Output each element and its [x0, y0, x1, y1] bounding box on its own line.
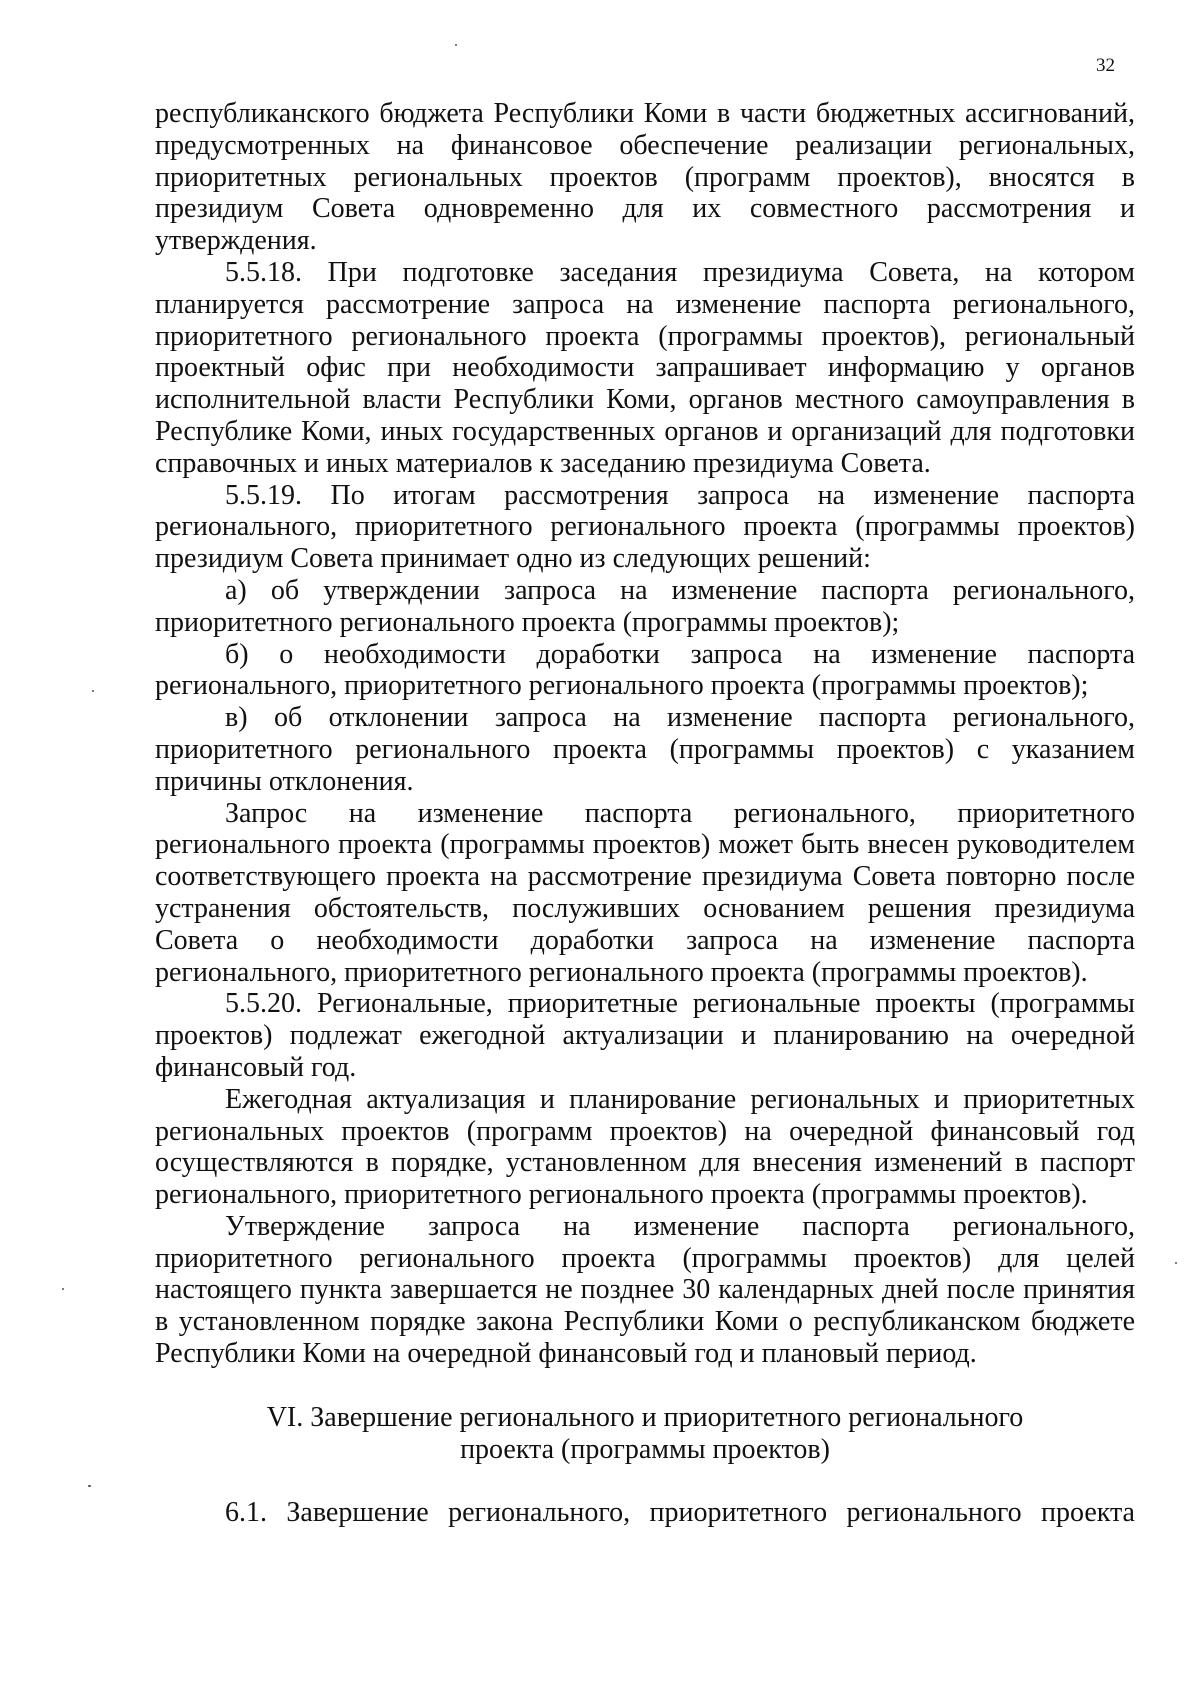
paragraph-resubmission: Запрос на изменение паспорта регионального, приоритетного регионального проекта (программы проектов) может быть внесен руководителем соответствующего проекта на рассмотрение президиума Совета повторно после устранения обстоятельств, послуживших основанием решения президиума Совета о необходимости доработки запроса на изменение паспорта регионального, приоритетного регионального проекта (программы проектов). — [155, 797, 1135, 988]
scan-speck — [1175, 1262, 1177, 1264]
list-item-a: а) об утверждении запроса на изменение паспорта регионального, приоритетного регионального проекта (программы проектов); — [155, 574, 1135, 638]
section-heading-line-2: проекта (программы проектов) — [460, 1433, 830, 1465]
section-heading — [155, 1402, 1135, 1466]
scan-speck — [62, 1288, 64, 1290]
list-item-b: б) о необходимости доработки запроса на изменение паспорта регионального, приоритетного регионального проекта (программы проектов); — [155, 638, 1135, 702]
paragraph-approval-deadline: Утверждение запроса на изменение паспорта регионального, приоритетного регионального проекта (программы проектов) для целей настоящего пункта завершается не позднее 30 календарных дней после принятия в установленном порядке закона Республики Коми о республиканском бюджете Республики Коми на очередной финансовый год и плановый период. — [155, 1210, 1135, 1370]
paragraph-annual-update: Ежегодная актуализация и планирование региональных и приоритетных региональных проектов (программ проектов) на очередной финансовый год осуществляются в порядке, установленном для внесения изменений в паспорт регионального, приоритетного регионального проекта (программы проектов). — [155, 1083, 1135, 1211]
paragraph-6-1: 6.1. Завершение регионального, приоритетного регионального проекта — [225, 1497, 1135, 1529]
paragraph-5-5-20: 5.5.20. Региональные, приоритетные региональные проекты (программы проектов) подлежат ежегодной актуализации и планированию на очередной финансовый год. — [155, 988, 1135, 1083]
scan-speck — [455, 44, 457, 46]
paragraph-5-5-18: 5.5.18. При подготовке заседания президиума Совета, на котором планируется рассмотрение запроса на изменение паспорта регионального, приоритетного регионального проекта (программы проектов), региональный проектный офис при необходимости запрашивает информацию у органов исполнительной власти Республики Коми, органов местного самоуправления в Республике Коми, иных государственных органов и организаций для подготовки справочных и иных материалов к заседанию президиума Совета. — [155, 256, 1135, 479]
document-body — [155, 98, 1135, 1529]
scan-speck — [92, 690, 94, 692]
section-heading-line-1: VI. Завершение регионального и приоритетного регионального — [266, 1401, 1024, 1433]
scan-speck — [88, 1485, 91, 1487]
list-item-v: в) об отклонении запроса на изменение паспорта регионального, приоритетного регионального проекта (программы проектов) с указанием причины отклонения. — [155, 702, 1135, 797]
paragraph-5-5-19: 5.5.19. По итогам рассмотрения запроса на изменение паспорта регионального, приоритетного регионального проекта (программы проектов) президиум Совета принимает одно из следующих решений: — [155, 479, 1135, 575]
page-number: 32 — [1096, 55, 1115, 76]
paragraph-continuation: республиканского бюджета Республики Коми в части бюджетных ассигнований, предусмотренных на финансовое обеспечение реализации региональных, приоритетных региональных проектов (программ проектов), вносятся в президиум Совета одновременно для их совместного рассмотрения и утверждения. — [155, 98, 1135, 257]
